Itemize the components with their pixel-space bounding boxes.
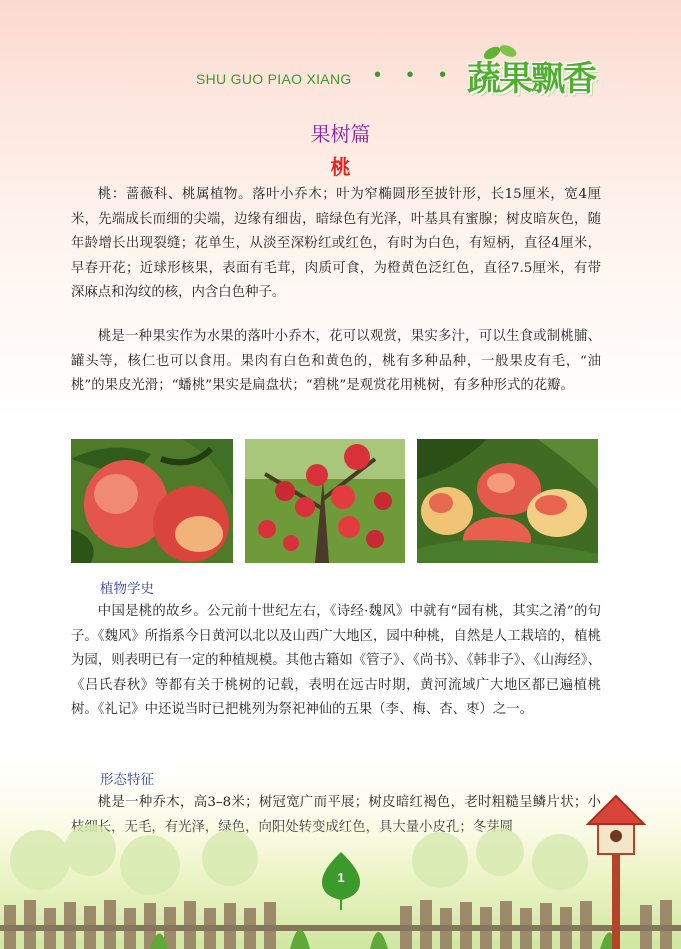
- peach-photo-2: [245, 439, 405, 563]
- paragraph-history: 中国是桃的故乡。公元前十世纪左右，《诗经·魏风》中就有“园有桃，其实之淆”的句子。《魏风》所指系今日黄河以北以及山西广大地区，园中种桃，自然是人工栽培的，植桃为园，则表明已有一定的种植规模。其他古籍如《管子》、《尚书》、《韩非子》、《山海经》、《吕氏春秋》等都有关于桃树的记载，表明在远古时期，黄河流域广大地区都已遍植桃树。《礼记》中还说当时已把桃列为祭祀神仙的五果（李、梅、杏、枣）之一。: [71, 604, 601, 717]
- paragraph-intro: 桃：蔷薇科、桃属植物。落叶小乔木；叶为窄椭圆形至披针形，长15厘米，宽4厘米，先端成长而细的尖端，边缘有细齿，暗绿色有光泽，叶基具有蜜腺；树皮暗灰色，随年龄增长出现裂缝；花单生，从淡至深粉红或红色，有时为白色，有短柄，直径4厘米，早春开花；近球形核果，表面有毛茸，肉质可食，为橙黄色泛红色，直径7.5厘米，有带深麻点和沟纹的核，内含白色种子。: [71, 187, 601, 300]
- heading-history: 植物学史: [100, 581, 154, 597]
- page-number: 1: [337, 870, 345, 885]
- paragraph-uses: 桃是一种果实作为水果的落叶小乔木，花可以观赏，果实多汁，可以生食或制桃脯、罐头等，核仁也可以食用。果肉有白色和黄色的，桃有多种品种，一般果皮有毛，“油桃”的果皮光滑；“蟠桃”果实是扁盘状；“碧桃”是观赏花用桃树，有多种形式的花瓣。: [71, 329, 601, 393]
- section-title: 果树篇: [310, 122, 371, 146]
- heading-morphology: 形态特征: [100, 772, 154, 788]
- header-dots: • • •: [374, 64, 457, 86]
- paragraph-morphology: 桃是一种乔木，高3–8米；树冠宽广而平展；树皮暗红褐色，老时粗糙呈鳞片状；小: [97, 795, 601, 810]
- sub-title: 桃: [330, 155, 351, 179]
- logo: [456, 45, 606, 105]
- logo-text: 蔬果飘香: [467, 59, 595, 99]
- peach-photo-1: [71, 439, 233, 563]
- peach-photo-3: [417, 439, 598, 563]
- header-english: SHU GUO PIAO XIANG: [196, 71, 352, 87]
